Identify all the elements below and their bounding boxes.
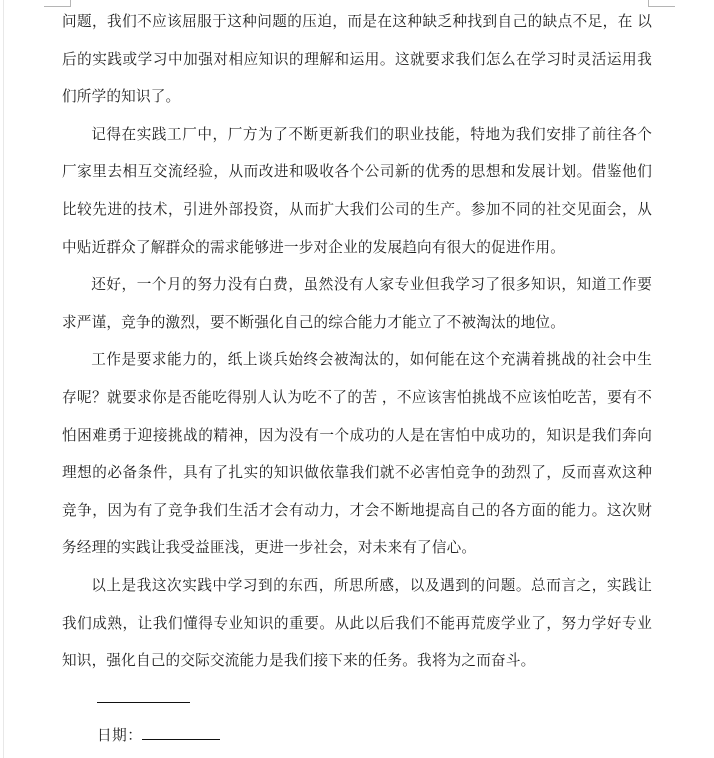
page-edge-line (3, 0, 4, 758)
date-label: 日期： (97, 728, 143, 745)
text-boundary-mark-right (648, 0, 675, 7)
signature-blank-line (97, 700, 190, 703)
paragraph: 记得在实践工厂中，厂方为了不断更新我们的职业技能，特地为我们安排了前往各个厂家里去相互交流经验，从而改进和吸收各个公司新的优秀的思想和发展计划。借鉴他们比较先进的技术，引进外部投资，从而扩大我们公司的生产。参加不同的社交见面会，从中贴近群众了解群众的需求能够进一步对企业的发展趋向有很大的促进作用。 (62, 126, 652, 256)
paragraph: 以上是我这次实践中学习到的东西，所思所感，以及遇到的问题。总而言之，实践让我们成熟，让我们懂得专业知识的重要。从此以后我们不能再荒废学业了，努力学好专业知识，强化自己的交际交流能力是我们接下来的任务。我将为之而奋斗。 (62, 577, 652, 670)
document-body (62, 4, 652, 756)
paragraph: 还好，一个月的努力没有白费，虽然没有人家专业但我学习了很多知识，知道工作要求严谨，竞争的激烈，要不断强化自己的综合能力才能立了不被淘汰的地位。 (62, 277, 652, 331)
signature-block (62, 681, 652, 756)
date-row (97, 718, 652, 756)
date-blank-line (142, 737, 220, 740)
signature-row (97, 681, 652, 719)
paragraph: 工作是要求能力的，纸上谈兵始终会被淘汰的，如何能在这个充满着挑战的社会中生存呢？就要求你是否能吃得别人认为吃不了的苦 ，不应该害怕挑战不应该怕吃苦，要有不怕困难勇于迎接挑战的精神，因为没有一个成功的人是在害怕中成功的，知识是我们奔向理想的必备条件，具有了扎实的知识做依靠我们就不必害怕竞争的劲烈了，反而喜欢这种竞争，因为有了竞争我们生活才会有动力，才会不断地提高自己的各方面的能力。这次财务经理的实践让我受益匪浅，更进一步社会，对未来有了信心。 (62, 352, 652, 557)
paragraph: 问题，我们不应该屈服于这种问题的压迫，而是在这种缺乏种找到自己的缺点不足，在 以后的实践或学习中加强对相应知识的理解和运用。这就要求我们怎么在学习时灵活运用我们所学的知识了。 (62, 14, 652, 106)
paragraphs (62, 4, 652, 681)
